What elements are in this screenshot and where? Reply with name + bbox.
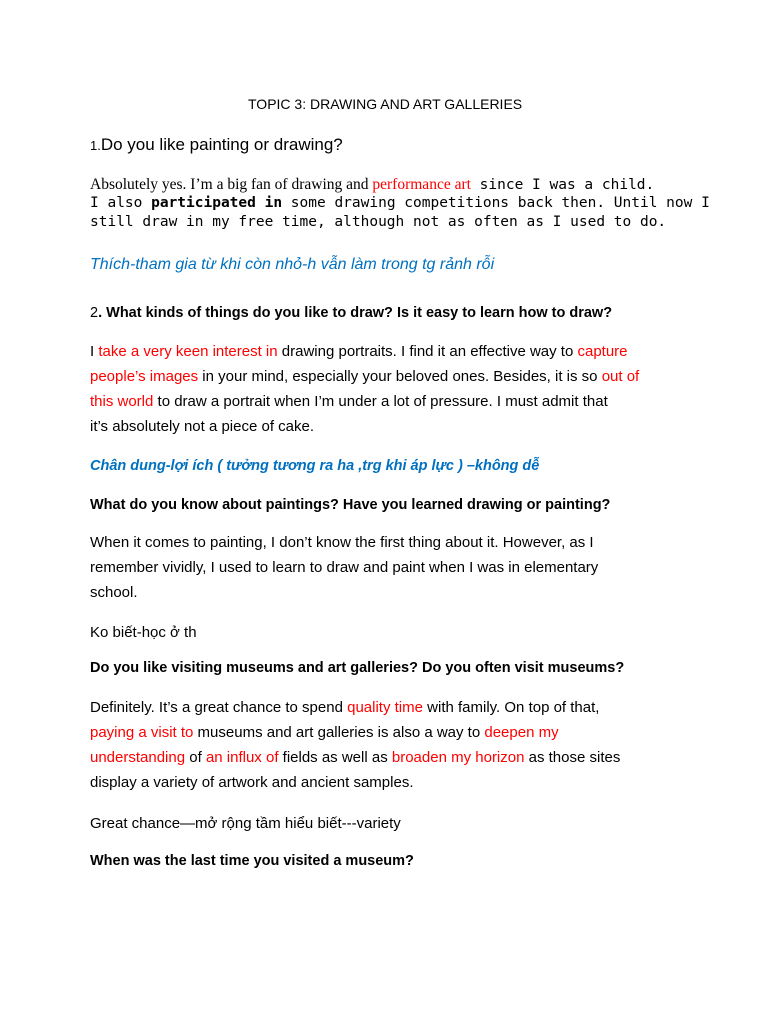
question-1-text: Do you like painting or drawing?: [100, 135, 343, 154]
answer-4-text: of: [185, 749, 206, 766]
answer-4-line-4: display a variety of artwork and ancient samples.: [90, 774, 414, 791]
answer-2-text: to draw a portrait when I’m under a lot of pressure. I must admit that: [153, 393, 608, 410]
answer-1-highlight: performance art: [372, 176, 471, 193]
answer-4-text: museums and art galleries is also a way to: [193, 724, 485, 741]
page-title: TOPIC 3: DRAWING AND ART GALLERIES: [248, 96, 523, 112]
question-4: Do you like visiting museums and art galleries? Do you often visit museums?: [90, 660, 625, 676]
answer-4-text: Definitely. It’s a great chance to spend: [90, 699, 348, 716]
answer-2-text: I: [90, 343, 99, 360]
answer-1-text: Absolutely yes. I’m a big fan of drawing and: [90, 176, 373, 193]
question-2-number: 2: [90, 305, 99, 321]
answer-4-highlight: understanding: [90, 749, 186, 766]
answer-4-text: fields as well as: [282, 749, 392, 766]
answer-3-line-3: school.: [90, 584, 138, 601]
answer-2-line-4: it’s absolutely not a piece of cake.: [90, 418, 315, 435]
answer-3-line-2: remember vividly, I used to learn to draw and paint when I was in elementary: [90, 559, 599, 576]
answer-4-line-2: [90, 724, 559, 741]
note-4: Great chance—mở rộng tầm hiểu biết---variety: [90, 815, 401, 832]
answer-4-highlight: paying a visit to: [90, 724, 194, 741]
answer-1-line-2: [90, 195, 710, 211]
answer-2-highlight: this world: [90, 393, 154, 410]
question-3: What do you know about paintings? Have you learned drawing or painting?: [90, 497, 611, 513]
answer-4-line-3: [90, 749, 620, 766]
answer-3-line-1: When it comes to painting, I don’t know the first thing about it. However, as I: [90, 534, 594, 551]
answer-2-text: drawing portraits. I find it an effective way to: [277, 343, 578, 360]
answer-4-highlight: an influx of: [205, 749, 283, 766]
answer-2-line-1: [90, 343, 628, 360]
answer-1-text: I also: [90, 195, 152, 211]
note-3: Ko biết-học ở th: [90, 624, 197, 641]
answer-1-line-3: still draw in my free time, although not as often as I used to do.: [90, 214, 667, 230]
answer-4-text: with family. On top of that,: [422, 699, 600, 716]
note-2: Chân dung-lợi ích ( tưởng tương ra ha ,trg khi áp lực ) –không dễ: [90, 458, 540, 474]
answer-2-highlight: out of: [601, 368, 640, 385]
answer-1-line-1: [90, 176, 654, 194]
answer-1-emphasis: participated in: [151, 195, 283, 211]
question-1-number: 1.: [90, 138, 101, 153]
answer-2-text: in your mind, especially your beloved ones. Besides, it is so: [198, 368, 602, 385]
answer-2-highlight: take a very keen interest in: [98, 343, 278, 360]
answer-2-highlight: people’s images: [90, 368, 199, 385]
question-2: [90, 305, 612, 321]
answer-4-highlight: deepen my: [484, 724, 559, 741]
note-1: Thích-tham gia từ khi còn nhỏ-h vẫn làm trong tg rảnh rỗi: [90, 256, 495, 273]
answer-2-line-2: [90, 368, 639, 385]
answer-2-highlight: capture: [577, 343, 628, 360]
answer-2-line-3: [90, 393, 608, 410]
question-5: When was the last time you visited a museum?: [90, 853, 414, 869]
question-2-text: . What kinds of things do you like to draw? Is it easy to learn how to draw?: [98, 305, 613, 321]
answer-4-text: as those sites: [524, 749, 621, 766]
answer-4-line-1: [90, 699, 599, 716]
answer-4-highlight: quality time: [347, 699, 423, 716]
answer-4-highlight: broaden my horizon: [391, 749, 525, 766]
question-1: [90, 135, 343, 155]
answer-1-text: some drawing competitions back then. Until now I: [282, 195, 710, 211]
answer-1-text: since I was a child.: [470, 177, 655, 193]
